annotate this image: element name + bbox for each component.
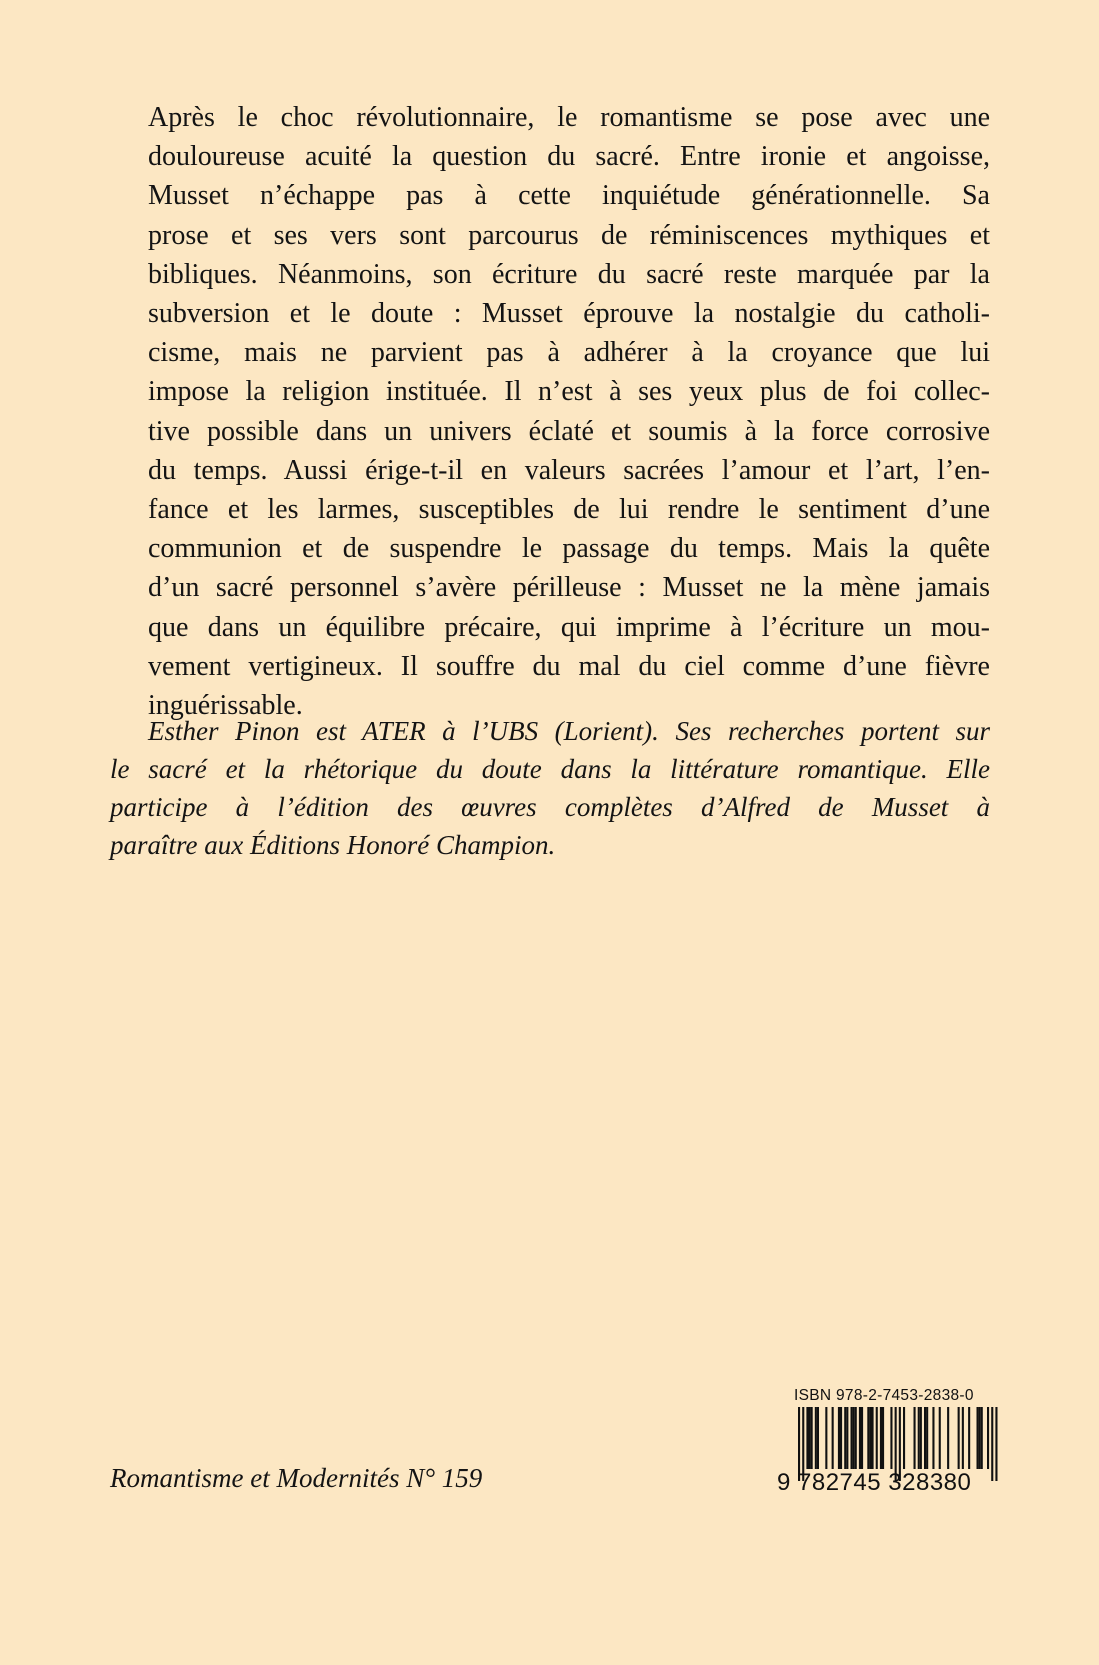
abstract-line: douloureuse acuité la question du sacré. Entre ironie et angoisse,	[148, 141, 990, 173]
barcode-bar	[832, 1407, 834, 1469]
barcode-bar	[947, 1407, 949, 1469]
barcode-bar	[861, 1407, 863, 1469]
barcode-bar	[838, 1407, 840, 1469]
barcode-bar	[817, 1407, 819, 1469]
barcode-bar	[872, 1407, 874, 1469]
barcode-bar	[958, 1407, 960, 1469]
bio-line: Esther Pinon est ATER à l’UBS (Lorient). Ses recherches portent sur	[148, 716, 990, 746]
barcode-bar	[851, 1407, 853, 1469]
abstract-line: subversion et le doute : Musset éprouve la nostalgie du catholi-	[148, 298, 990, 330]
abstract-line: du temps. Aussi érige-t-il en valeurs sacrées l’amour et l’art, l’en-	[148, 454, 990, 486]
abstract-line: vement vertigineux. Il souffre du mal du ciel comme d’une fièvre	[148, 650, 990, 682]
barcode-bar	[981, 1407, 983, 1469]
barcode-bar	[926, 1407, 928, 1469]
abstract-line: communion et de suspendre le passage du temps. Mais la quête	[148, 533, 990, 565]
barcode-bar	[844, 1407, 846, 1469]
barcode-bar	[979, 1407, 981, 1469]
barcode-bar	[977, 1407, 979, 1469]
barcode-bar	[987, 1407, 989, 1469]
abstract-line: Musset n’échappe pas à cette inquiétude générationnelle. Sa	[148, 180, 990, 212]
barcode-bar	[876, 1407, 878, 1469]
bio-line: paraître aux Éditions Honoré Champion.	[110, 830, 556, 860]
barcode-bar	[924, 1407, 926, 1469]
barcode-bar	[890, 1407, 892, 1469]
abstract-line: prose et ses vers sont parcourus de réminiscences mythiques et	[148, 219, 990, 251]
barcode-bar	[846, 1407, 848, 1469]
barcode-bar	[932, 1407, 934, 1469]
barcode-bar	[882, 1407, 884, 1469]
abstract-line: impose la religion instituée. Il n’est à ses yeux plus de foi collec-	[148, 376, 990, 408]
abstract-line: Après le choc révolutionnaire, le romantisme se pose avec une	[148, 102, 990, 133]
barcode-bar	[853, 1407, 855, 1469]
abstract-line: d’un sacré personnel s’avère périlleuse : Musset ne la mène jamais	[148, 572, 990, 604]
barcode-bar	[840, 1407, 842, 1469]
author-bio	[110, 712, 990, 864]
barcode-bar	[920, 1407, 922, 1469]
barcode-bar	[809, 1407, 811, 1469]
barcode-bar	[880, 1407, 882, 1469]
barcode-bar	[806, 1407, 808, 1469]
barcode-bar	[869, 1407, 871, 1469]
barcode-bar	[914, 1407, 916, 1469]
barcode-bar	[918, 1407, 920, 1469]
isbn-barcode	[777, 1387, 1010, 1505]
barcode-bar	[825, 1407, 827, 1469]
bio-line: le sacré et la rhétorique du doute dans la littérature romantique. Elle	[110, 754, 990, 784]
barcode-bar	[962, 1407, 964, 1469]
barcode-bar	[968, 1407, 970, 1469]
abstract-line: que dans un équilibre précaire, qui imprime à l’écriture un mou-	[148, 611, 990, 643]
abstract-line: bibliques. Néanmoins, son écriture du sacré reste marquée par la	[148, 258, 990, 290]
ean-digits: 9 782745 328380	[777, 1469, 972, 1496]
isbn-label: ISBN 978-2-7453-2838-0	[794, 1387, 974, 1404]
abstract-paragraph	[110, 98, 990, 725]
abstract-line: cisme, mais ne parvient pas à adhérer à la croyance que lui	[148, 337, 990, 369]
barcode-bar	[939, 1407, 941, 1469]
barcode-bar	[815, 1407, 817, 1469]
barcode-bar	[811, 1407, 813, 1469]
barcode-bar	[859, 1407, 861, 1469]
bio-line: participe à l’édition des œuvres complètes d’Alfred de Musset à	[110, 792, 990, 822]
barcode-bar	[867, 1407, 869, 1469]
abstract-line: inguérissable.	[148, 690, 303, 722]
barcode-bar	[855, 1407, 857, 1469]
abstract-line: fance et les larmes, susceptibles de lui rendre le sentiment d’une	[148, 494, 990, 526]
barcode-bar	[903, 1407, 905, 1469]
abstract-line: tive possible dans un univers éclaté et soumis à la force corrosive	[148, 415, 990, 447]
series-title: Romantisme et Modernités N° 159	[110, 1463, 483, 1493]
